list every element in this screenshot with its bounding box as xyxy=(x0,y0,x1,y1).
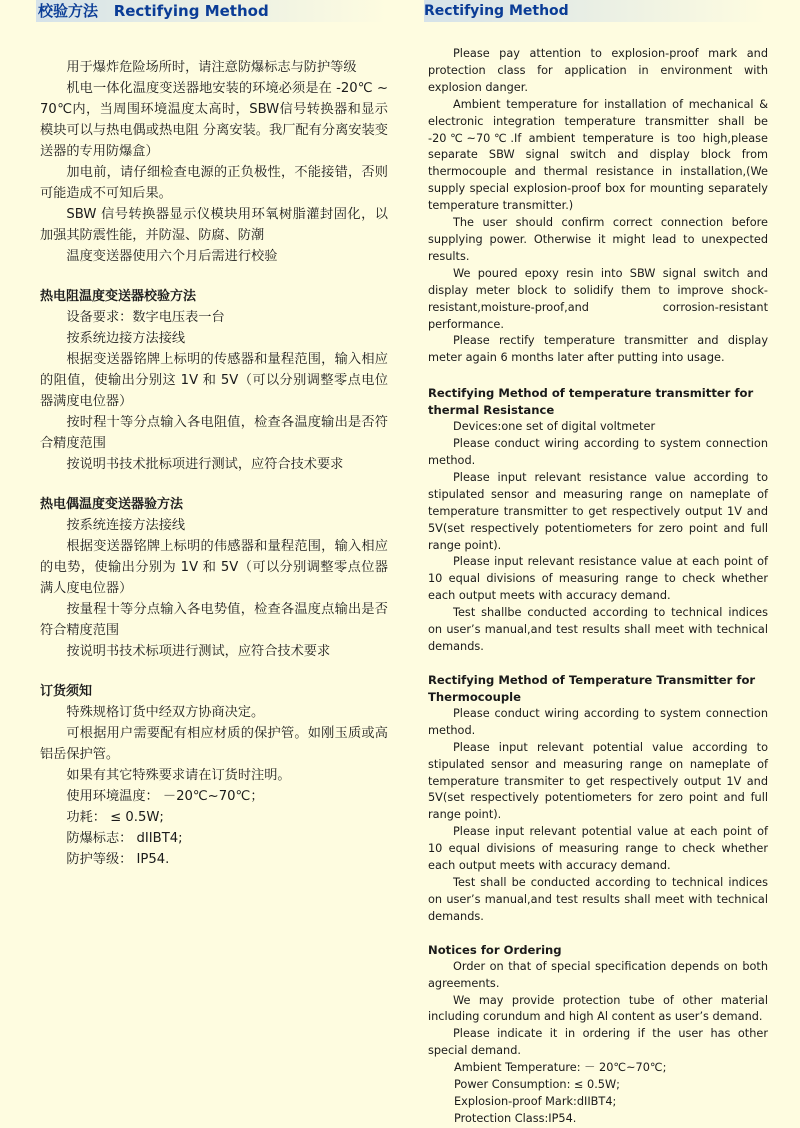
order-line: 可根据用户需要配有相应材质的保护管。如刚玉质或高铝岳保护管。 xyxy=(40,726,388,762)
banner-title-zh: 校验方法 xyxy=(38,2,99,20)
order-spec: 防爆标志： dIIBT4; xyxy=(66,831,183,846)
tc-line: Test shall be conducted according to technical indices on user’s manual,and test results shall meet with technical demands. xyxy=(428,875,768,923)
rtd-line: Please input relevant resistance value at each point of 10 equal divisions of measuring range to check whether each output meets with accuracy demand. xyxy=(428,555,768,603)
intro-paragraph: 用于爆炸危险场所时，请注意防爆标志与防护等级 xyxy=(66,60,357,75)
intro-paragraph: Ambient temperature for installation of mechanical & electronic integration temperature transmitter shall be -20℃~70℃.If ambient temperature is too high,please separate SBW signal switch and display block from thermocouple and thermal resistance in installation,(We supply special explosion-proof box for mounting separately temperature transmitter.) xyxy=(428,97,768,213)
intro-paragraph: 温度变送器使用六个月后需进行校验 xyxy=(66,249,278,264)
rtd-line: Test shallbe conducted according to technical indices on user’s manual,and test results shall meet with technical demands. xyxy=(428,606,768,653)
tc-line: 根据变送器铭牌上标明的伟感器和量程范围，输入相应的电势，使输出分别为 1V 和 5V（可以分别调整零点位器满人度电位器） xyxy=(40,539,388,596)
order-spec: Ambient Temperature: － 20℃~70℃; xyxy=(454,1061,667,1075)
order-line: We may provide protection tube of other material including corundum and high Al content as user’s demand. xyxy=(428,993,768,1024)
tc-section-zh xyxy=(40,515,388,662)
chinese-column xyxy=(40,0,388,870)
order-line: Order on that of special specification depends on both agreements. xyxy=(428,959,768,990)
tc-line: 按系统连接方法接线 xyxy=(66,518,186,533)
intro-paragraph: Please pay attention to explosion-proof mark and protection class for application in environment with explosion danger. xyxy=(428,47,768,94)
order-line: 如果有其它特殊要求请在订货时注明。 xyxy=(66,768,291,783)
intro-paragraph: 加电前，请仔细检查电源的正负极性，不能接错，否则可能造成不可知后果。 xyxy=(40,165,388,201)
intro-paragraph: Please rectify temperature transmitter and display meter again 6 months later after putting into usage. xyxy=(428,334,768,365)
tc-line: 按说明书技术标项进行测试，应符合技术要求 xyxy=(66,644,331,659)
rtd-section-en xyxy=(428,419,768,656)
rtd-section-zh xyxy=(40,307,388,475)
tc-line: Please input relevant potential value at each point of 10 equal divisions of measuring range to check whether each output meets with accuracy demand. xyxy=(428,825,768,873)
tc-line: Please input relevant potential value according to stipulated sensor and measuring range on nameplate of temperature transmiter to get respectively output 1V and 5V(set respectively potentiometers for zero point and full range point). xyxy=(428,740,768,822)
order-line: Please indicate it in ordering if the user has other special demand. xyxy=(428,1027,768,1058)
order-line: 特殊规格订货中经双方协商决定。 xyxy=(66,705,265,720)
order-section-title-zh: 订货须知 xyxy=(40,684,93,699)
tc-section-en xyxy=(428,706,768,926)
order-spec: 使用环境温度： －20℃~70℃； xyxy=(66,789,264,804)
order-section-zh xyxy=(40,702,388,870)
rtd-line: 设备要求：数字电压表一台 xyxy=(66,310,225,325)
tc-line: Please conduct wiring according to system connection method. xyxy=(428,706,768,737)
rtd-line: 根据变送器铭牌上标明的传感器和量程范围，输入相应的阻值，使输出分别这 1V 和 5V（可以分别调整零点电位器满度电位器） xyxy=(40,352,388,409)
rtd-line: 按时程十等分点输入各电阻值，检查各温度输出是否符合精度范围 xyxy=(40,415,388,451)
banner-title-en: Rectifying Method xyxy=(113,2,269,20)
rtd-line: Please conduct wiring according to system connection method. xyxy=(428,437,768,468)
rtd-line: 按说明书技术批标项进行测试，应符合技术要求 xyxy=(66,457,344,472)
rtd-line: Devices:one set of digital voltmeter xyxy=(453,420,656,434)
intro-paragraph: We poured epoxy resin into SBW signal switch and display meter block to solidify them to improve shock-resistant,moisture-proof,and corrosion-resistant performance. xyxy=(428,266,768,331)
tc-section-title-zh: 热电偶温度变送器验方法 xyxy=(40,497,184,512)
rtd-section-title: Rectifying Method of temperature transmitter for thermal Resistance xyxy=(428,386,754,418)
left-banner xyxy=(36,0,388,22)
tc-line: 按量程十等分点输入各电势值，检查各温度点输出是否符合精度范围 xyxy=(40,602,388,638)
rtd-line: 按系统边接方法接线 xyxy=(66,331,186,346)
rtd-line: Please input relevant resistance value according to stipulated sensor and measuring range on nameplate of temperature transmitter to get respectively output 1V and 5V(set respectively potentiometers for zero point and full range point). xyxy=(428,470,768,552)
intro-paragraph: SBW 信号转换器显示仪模块用环氧树脂灌封固化，以加强其防震性能，并防湿、防腐、防潮 xyxy=(40,207,388,243)
tc-section-title: Rectifying Method of Temperature Transmitter for Thermocouple xyxy=(428,672,756,704)
rtd-section-title-zh: 热电阻温度变送器校验方法 xyxy=(40,289,197,304)
order-spec: 防护等级： IP54. xyxy=(66,852,170,867)
order-spec: Protection Class:IP54. xyxy=(454,1111,577,1125)
intro-section-en xyxy=(428,46,768,367)
intro-section-zh xyxy=(40,57,388,267)
intro-paragraph: 机电一体化温度变送器地安装的环境必须是在 -20℃ ~ 70℃内，当周围环境温度太高时，SBW信号转换器和显示模块可以与热电偶或热电阻 分离安装。我厂配有分离安装变送器的专用防爆盒） xyxy=(40,81,388,159)
intro-paragraph: The user should confirm correct connection before supplying power. Otherwise it might lead to unexpected results. xyxy=(428,216,768,263)
order-spec: 功耗： ≤ 0.5W; xyxy=(66,810,164,825)
order-spec: Explosion-proof Mark:dIIBT4; xyxy=(454,1094,617,1108)
banner-title: Rectifying Method xyxy=(424,3,569,19)
order-section-title: Notices for Ordering xyxy=(428,942,562,957)
right-banner xyxy=(424,0,768,22)
english-column xyxy=(424,0,768,1128)
order-section-en xyxy=(428,959,768,1128)
order-spec: Power Consumption: ≤ 0.5W; xyxy=(454,1078,620,1092)
